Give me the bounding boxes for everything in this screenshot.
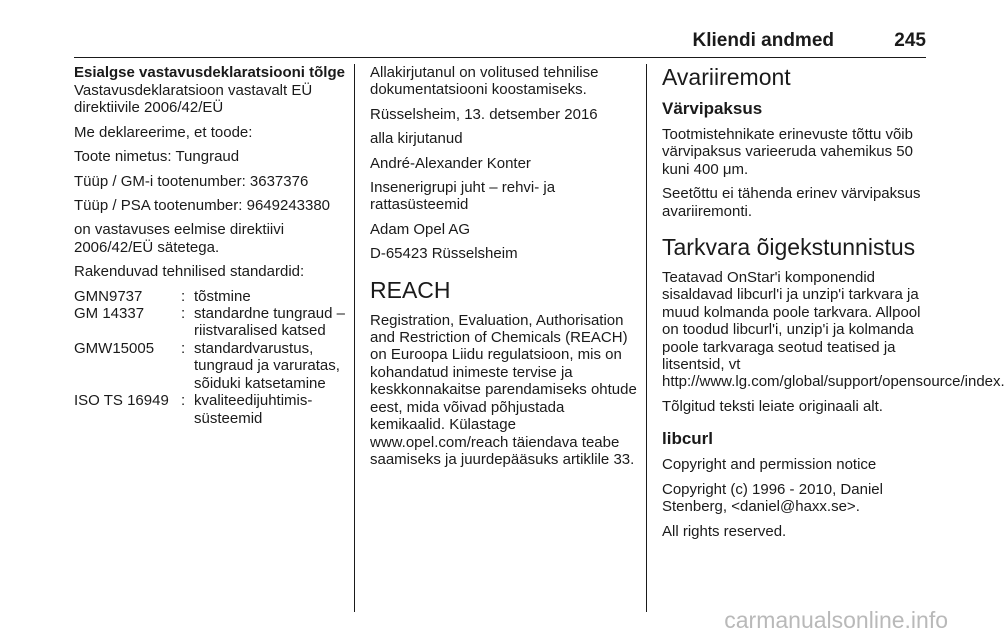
signature-paragraph: alla kirjutanud: [370, 130, 463, 148]
declaration-heading: Esialgse vastavusdeklaratsiooni tõlge: [74, 64, 345, 81]
standard-code: GMN9737: [74, 287, 143, 305]
paint-thickness-heading: Värvipaksus: [662, 99, 763, 118]
column-divider-1: [354, 64, 355, 612]
declaration-paragraph: Tüüp / GM-i tootenumber: 3637376: [74, 172, 309, 190]
watermark: carmanualsonline.info: [724, 607, 948, 633]
software-heading: Tarkvara õigekstunnistus: [662, 234, 916, 261]
standards-row: [74, 340, 346, 392]
signature-paragraph: D-65423 Rüsselsheim: [370, 245, 518, 263]
column-3: [662, 64, 1005, 547]
signature-paragraph: Rüsselsheim, 13. detsember 2016: [370, 105, 598, 123]
declaration-paragraph: on vastavuses eelmise direktiivi 2006/42/EÜ sätetega.: [74, 221, 285, 256]
standards-row: [74, 305, 346, 340]
standards-row: [74, 288, 346, 305]
header-divider: [74, 57, 926, 58]
column-divider-2: [646, 64, 647, 612]
declaration-paragraph: Rakenduvad tehnilised standardid:: [74, 263, 305, 281]
signature-paragraph: Insenerigrupi juht – rehvi- ja rattasüsteemid: [370, 179, 556, 214]
paint-paragraph: Tootmistehnikate erinevuste tõttu võib värvipaksus varieeruda vahemikus 50 kuni 400 μm.: [662, 126, 913, 178]
signature-paragraph: Adam Opel AG: [370, 220, 471, 238]
standard-separator: :: [181, 392, 186, 410]
standard-description: standardvarustus, tungraud ja varuratas, sõiduki katsetamine: [194, 339, 340, 392]
declaration-paragraph: Toote nimetus: Tungraud: [74, 148, 240, 166]
paint-paragraph: Seetõttu ei tähenda erinev värvipaksus avariiremonti.: [662, 185, 921, 220]
libcurl-paragraph: Copyright (c) 1996 - 2010, Daniel Stenberg, <daniel@haxx.se>.: [662, 480, 883, 516]
column-2: [370, 64, 638, 475]
standard-description: tõstmine: [194, 287, 251, 305]
standards-row: [74, 392, 346, 427]
standard-code: GM 14337: [74, 305, 145, 323]
standard-description: standardne tungraud – riistvaralised katsed: [194, 305, 345, 340]
declaration-paragraph: Me deklareerime, et toode:: [74, 123, 253, 141]
software-paragraph: Tõlgitud teksti leiate originaali alt.: [662, 397, 883, 415]
header-title: Kliendi andmed: [692, 30, 834, 51]
libcurl-paragraph: All rights reserved.: [662, 522, 787, 540]
page-number: 245: [894, 30, 926, 51]
standard-separator: :: [181, 305, 186, 323]
signature-paragraph: André-Alexander Konter: [370, 154, 531, 172]
standard-separator: :: [181, 339, 186, 357]
standard-description: kvaliteedijuhtimis-süsteemid: [194, 392, 313, 427]
column-1: [74, 64, 346, 427]
declaration-paragraph: Vastavusdeklaratsioon vastavalt EÜ direktiivile 2006/42/EÜ: [74, 82, 313, 117]
reach-paragraph: Registration, Evaluation, Authorisation and Restriction of Chemicals (REACH) on Euroopa Liidu regulatsioon, mis on kohandatud inimeste tervise ja keskkonnakaitse parendamiseks ohtude eest, mida võivad põhjustada kemikaalid. Külastage www.opel.com/reach täiendava teabe saamiseks ja juurdepääsuks artiklile 33.: [370, 311, 637, 468]
standards-table: [74, 288, 346, 427]
repair-heading: Avariiremont: [662, 64, 791, 90]
standard-code: ISO TS 16949: [74, 392, 169, 410]
software-paragraph: Teatavad OnStar'i komponendid sisaldavad libcurl'i ja unzip'i tarkvara ja muud kolmanda poole tarkvara. Allpool on toodud libcurl'i, unzip'i ja kolmanda poole tarkvaraga seotud teatised ja litsentsid, vt http://www.lg.com/global/support/opensource/index.: [662, 269, 1005, 391]
signature-paragraph: Allakirjutanul on volitused tehnilise dokumentatsiooni koostamiseks.: [370, 64, 599, 99]
declaration-paragraph: Tüüp / PSA tootenumber: 9649243380: [74, 197, 331, 215]
standard-separator: :: [181, 287, 186, 305]
reach-heading: REACH: [370, 276, 451, 303]
libcurl-heading: libcurl: [662, 429, 714, 449]
standard-code: GMW15005: [74, 339, 155, 357]
page-header: [74, 30, 926, 56]
libcurl-paragraph: Copyright and permission notice: [662, 456, 877, 474]
